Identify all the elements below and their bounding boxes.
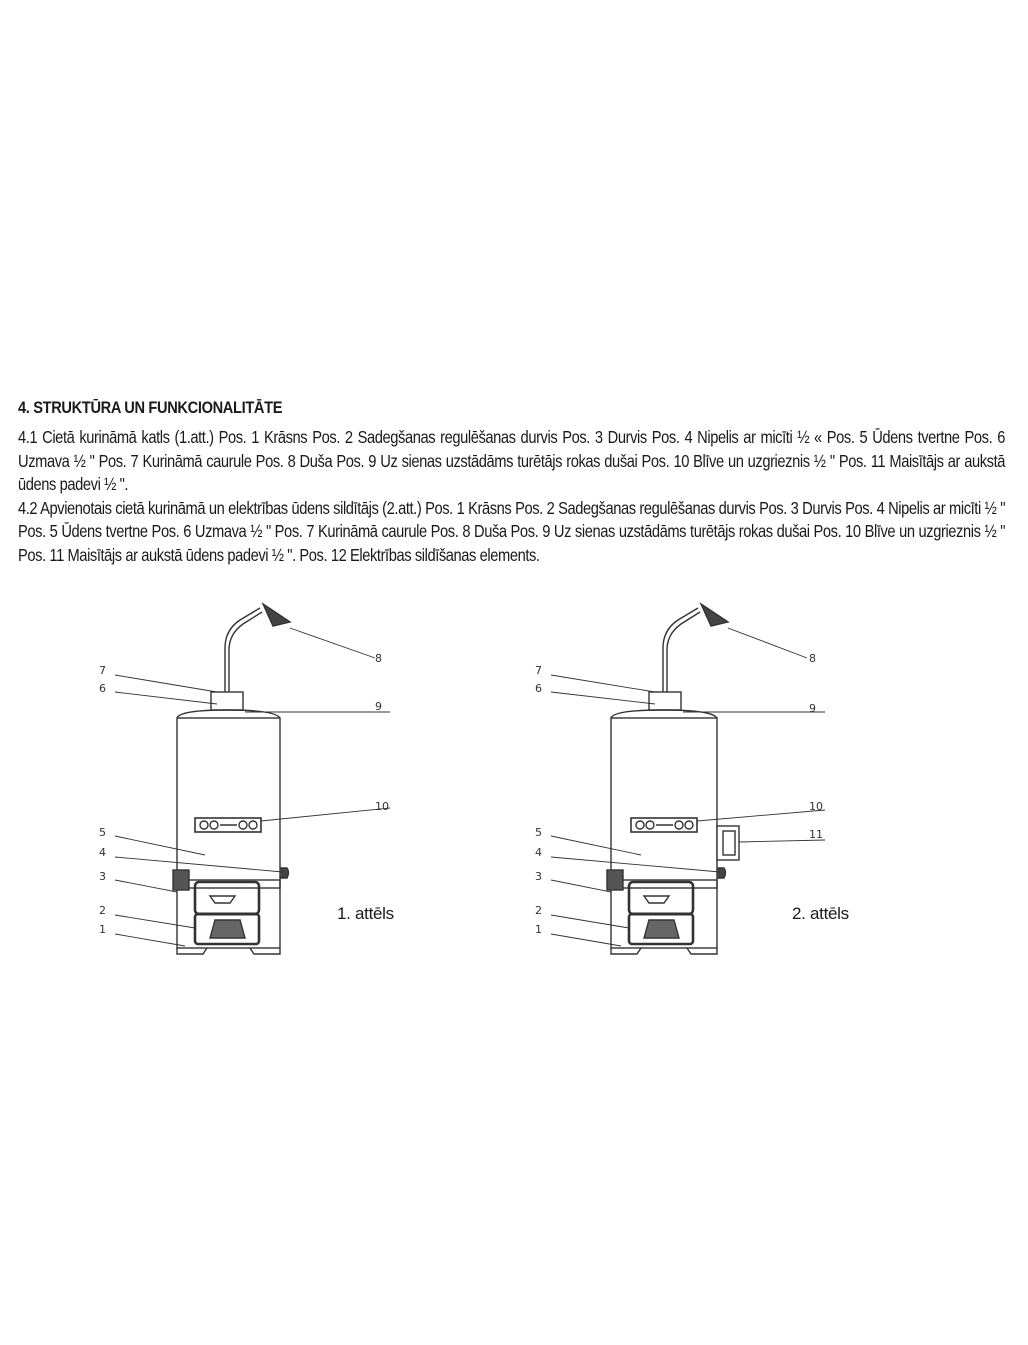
shower-head bbox=[263, 604, 290, 626]
callout-8: 8 bbox=[809, 652, 816, 665]
callout-3: 3 bbox=[535, 870, 542, 883]
upper-door bbox=[629, 882, 693, 914]
shower-pipe bbox=[663, 608, 698, 692]
hinge-block bbox=[607, 870, 623, 890]
figure-1-caption: 1. attēls bbox=[337, 904, 394, 923]
boiler-drawing-2 bbox=[525, 600, 985, 980]
callout-2: 2 bbox=[99, 904, 106, 917]
callout-9: 9 bbox=[375, 700, 382, 713]
paragraph-4-1: 4.1 Cietā kurināmā katls (1.att.) Pos. 1 Krāsns Pos. 2 Sadegšanas regulēšanas durvis Pos. 3 Durvis Pos. 4 Nipelis ar micīti ½ « Pos. 5 Ūdens tvertne Pos. 6 Uzmava ½ " Pos. 7 Kurināmā caurule Pos. 8 Duša Pos. 9 Uz sienas uzstādāms turētājs rokas dušai Pos. 10 Blīve un uzgrieznis ½ " Pos. 11 Maisītājs ar aukstā ūdens padevi ½ ". bbox=[18, 427, 1005, 494]
upper-door bbox=[195, 882, 259, 914]
water-tank bbox=[611, 718, 717, 888]
callout-3: 3 bbox=[99, 870, 106, 883]
callout-7: 7 bbox=[99, 664, 106, 677]
structure-section bbox=[18, 398, 1008, 567]
callout-8: 8 bbox=[375, 652, 382, 665]
top-fitting bbox=[649, 692, 681, 710]
callout-5: 5 bbox=[535, 826, 542, 839]
figure-2-drawing bbox=[525, 600, 985, 980]
callout-1: 1 bbox=[99, 923, 106, 936]
water-tank bbox=[177, 718, 280, 888]
figure-2-caption: 2. attēls bbox=[792, 904, 849, 923]
hinge-block bbox=[173, 870, 189, 890]
callout-10: 10 bbox=[809, 800, 823, 813]
callout-6: 6 bbox=[535, 682, 542, 695]
boiler-drawing-1 bbox=[85, 600, 545, 980]
nipple bbox=[280, 868, 289, 878]
callout-6: 6 bbox=[99, 682, 106, 695]
paragraph-4-2: 4.2 Apvienotais cietā kurināmā un elektrības ūdens sildītājs (2.att.) Pos. 1 Krāsns Pos. 2 Sadegšanas regulēšanas durvis Pos. 3 Durvis Pos. 4 Nipelis ar micīti ½ " Pos. 5 Ūdens tvertne Pos. 6 Uzmava ½ " Pos. 7 Kurināmā caurule Pos. 8 Duša Pos. 9 Uz sienas uzstādāms turētājs rokas dušai Pos. 10 Blīve un uzgrieznis ½ " Pos. 11 Maisītājs ar aukstā ūdens padevi ½ ". Pos. 12 Elektrības sildīšanas elements. bbox=[18, 497, 1005, 565]
shower-head bbox=[701, 604, 728, 626]
nipple bbox=[717, 868, 726, 878]
shower-pipe bbox=[225, 608, 260, 692]
top-fitting bbox=[211, 692, 243, 710]
callout-2: 2 bbox=[535, 904, 542, 917]
callout-4: 4 bbox=[535, 846, 542, 859]
callout-7: 7 bbox=[535, 664, 542, 677]
callout-11: 11 bbox=[809, 828, 823, 841]
callout-9: 9 bbox=[809, 702, 816, 715]
callout-10: 10 bbox=[375, 800, 389, 813]
callout-1: 1 bbox=[535, 923, 542, 936]
callout-5: 5 bbox=[99, 826, 106, 839]
callout-4: 4 bbox=[99, 846, 106, 859]
section-heading: 4. STRUKTŪRA UN FUNKCIONALITĀTE bbox=[18, 398, 283, 417]
figure-1-drawing bbox=[85, 600, 545, 980]
